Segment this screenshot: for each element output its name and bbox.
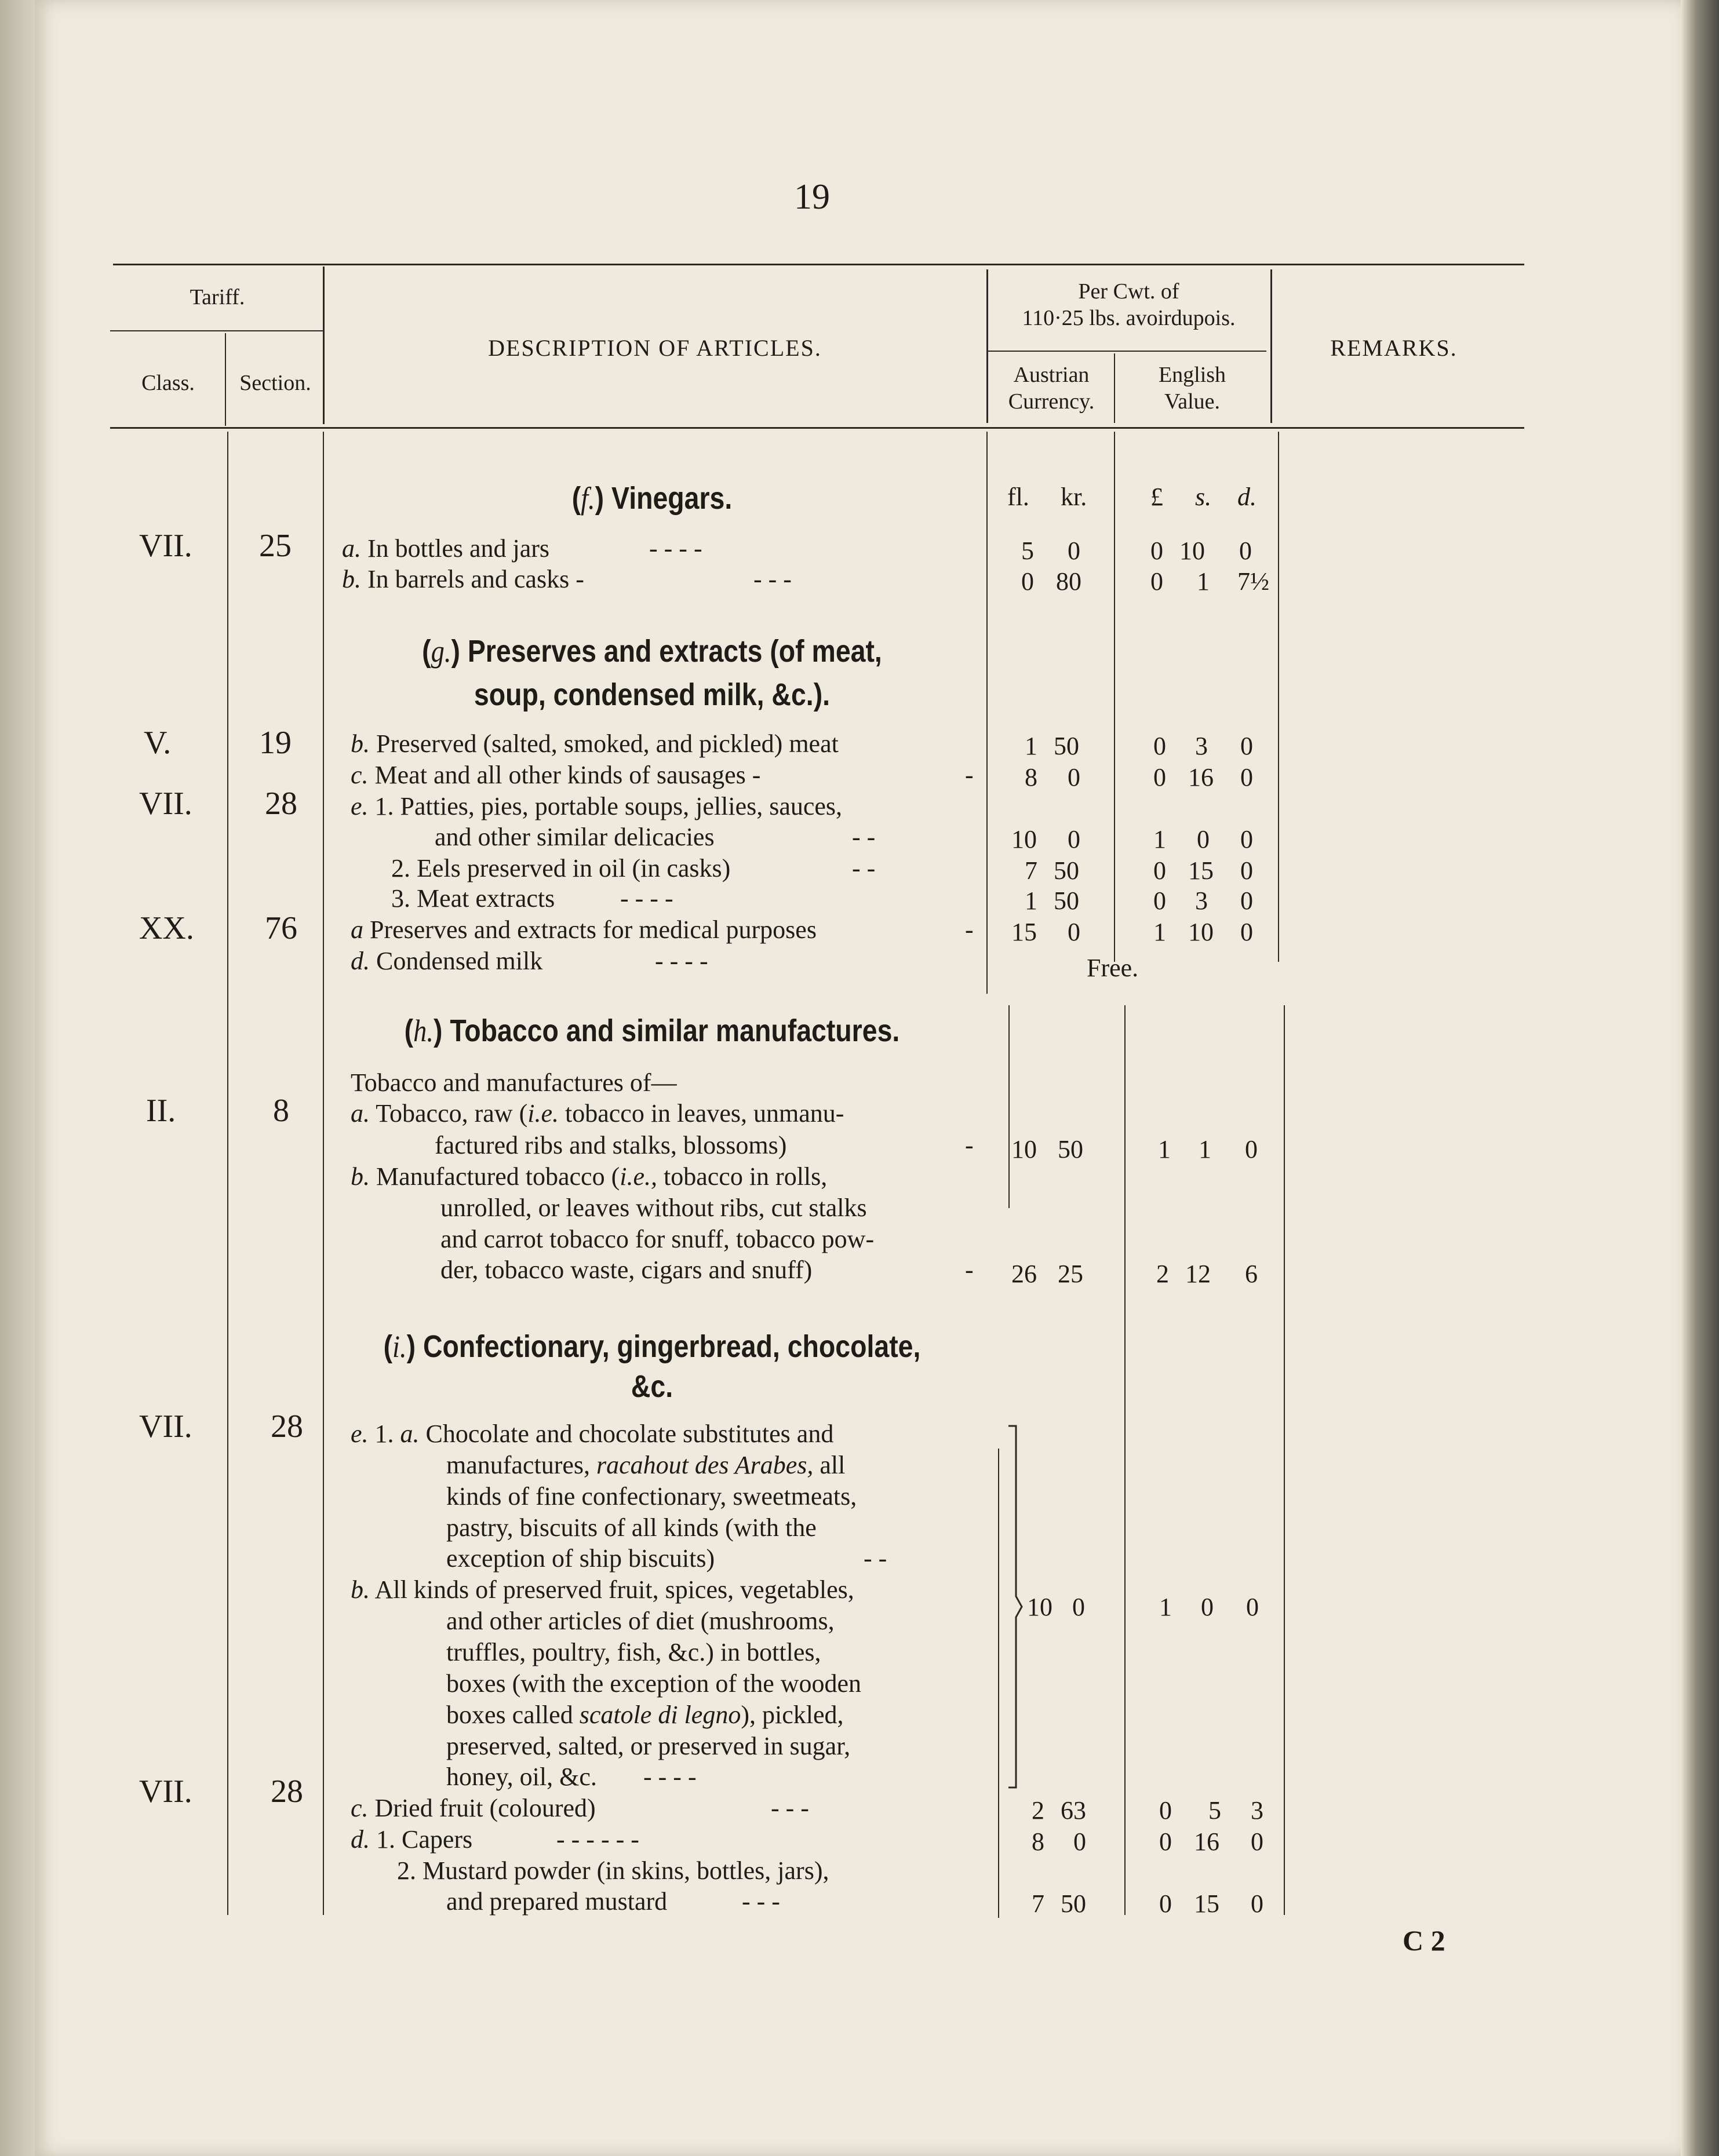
pound-value: 0: [1153, 763, 1166, 791]
row-f-b-dashes: - - -: [753, 565, 792, 593]
row-h-intro: Tobacco and manufactures of—: [351, 1068, 677, 1097]
section-heading-i-2: &c.: [631, 1369, 673, 1404]
kr-value: 0: [1072, 1593, 1085, 1621]
page-number: 19: [794, 177, 830, 217]
row-i-b3: truffles, poultry, fish, &c.) in bottles,: [446, 1638, 821, 1666]
fl-value: 7: [1025, 856, 1037, 885]
free-label: Free.: [1087, 954, 1139, 982]
shilling-value: 0: [1197, 825, 1210, 853]
column-rule: [1278, 432, 1279, 962]
row-g-b: b. Preserved (salted, smoked, and pickled) meat: [351, 729, 839, 758]
shilling-value: 3: [1195, 887, 1208, 915]
row-f-a: a. In bottles and jars: [342, 534, 550, 563]
pence-value: 0: [1251, 1889, 1263, 1918]
kr-value: 50: [1054, 887, 1079, 915]
row-i-e4: pastry, biscuits of all kinds (with the: [446, 1513, 817, 1542]
kr-value: 25: [1058, 1260, 1083, 1288]
class-cell: VII.: [139, 786, 192, 822]
kr-value: 50: [1061, 1889, 1086, 1918]
pound-value: 1: [1159, 1593, 1172, 1621]
dash-leader: - - - - - -: [556, 1825, 639, 1854]
tariff-header: Tariff.: [190, 285, 245, 309]
pound-value: 0: [1153, 887, 1166, 915]
section-heading-h: (h.) Tobacco and similar manufactures.: [404, 1013, 900, 1048]
fl-value: 15: [1011, 918, 1037, 946]
class-cell: VII.: [139, 1774, 192, 1810]
shilling-value: 10: [1188, 918, 1214, 946]
row-h-a1: a. Tobacco, raw (i.e. tobacco in leaves, unmanu-: [351, 1099, 844, 1128]
row-i-d2b: and prepared mustard: [446, 1887, 668, 1916]
shilling-value: 1: [1199, 1135, 1211, 1163]
row-h-b2: unrolled, or leaves without ribs, cut stalks: [440, 1194, 867, 1222]
fl-value: 10: [1027, 1593, 1052, 1621]
pound-value: 1: [1158, 1135, 1171, 1163]
header-top-rule: [113, 264, 1524, 265]
row-i-e3: kinds of fine confectionary, sweetmeats,: [446, 1482, 857, 1511]
row-h-b4: der, tobacco waste, cigars and snuff): [440, 1256, 813, 1284]
row-i-e1: e. 1. a. Chocolate and chocolate substitutes and: [351, 1420, 834, 1448]
dash-leader: - - -: [771, 1794, 809, 1822]
pence-value: 0: [1246, 1593, 1259, 1621]
shilling-value: 5: [1208, 1796, 1221, 1825]
class-header: Class.: [141, 371, 195, 395]
pence-value: 0: [1240, 918, 1253, 946]
unit-d: d.: [1237, 483, 1257, 511]
row-i-b7: honey, oil, &c.: [446, 1763, 597, 1791]
kr-value: 50: [1054, 856, 1079, 885]
section-cell: 28: [271, 1774, 303, 1810]
section-cell: 25: [259, 528, 292, 564]
section-cell: 8: [273, 1093, 289, 1129]
pence-value: 0: [1240, 887, 1253, 915]
kr-value: 0: [1073, 1827, 1086, 1856]
row-i-c: c. Dried fruit (coloured): [351, 1794, 596, 1822]
row-h-b1: b. Manufactured tobacco (i.e., tobacco in rolls,: [351, 1162, 828, 1191]
kr-value: 50: [1058, 1135, 1083, 1163]
fl-value: 0: [1021, 567, 1034, 596]
unit-s: s.: [1195, 483, 1212, 511]
shilling-value: 0: [1201, 1593, 1214, 1621]
dash-leader: - -: [852, 854, 876, 882]
pound-value: 0: [1159, 1796, 1172, 1825]
pence-value: 0: [1240, 732, 1253, 760]
class-cell: V.: [144, 725, 172, 761]
class-cell: VII.: [139, 1409, 192, 1444]
shilling-value: 15: [1194, 1889, 1219, 1918]
pence-value: 7½: [1237, 567, 1269, 596]
fl-value: 7: [1032, 1889, 1044, 1918]
brace-mark: [1006, 1422, 1029, 1793]
fl-value: 10: [1011, 1135, 1037, 1163]
row-g-d: d. Condensed milk: [351, 947, 543, 975]
fl-value: 8: [1025, 763, 1037, 791]
row-h-b3: and carrot tobacco for snuff, tobacco pow-: [440, 1225, 875, 1253]
row-i-b5: boxes called scatole di legno), pickled,: [446, 1701, 844, 1729]
shilling-value: 12: [1185, 1260, 1211, 1288]
section-heading-g-2: soup, condensed milk, &c.).: [474, 677, 831, 712]
row-i-b4: boxes (with the exception of the wooden: [446, 1669, 862, 1698]
section-cell: 28: [265, 786, 297, 822]
pound-value: 0: [1150, 567, 1163, 596]
dash-leader: -: [965, 1256, 974, 1284]
section-heading-f: (f.) Vinegars.: [571, 481, 733, 516]
per-cwt-rule: [988, 351, 1266, 352]
shilling-value: 3: [1195, 732, 1208, 760]
pence-value: 0: [1239, 537, 1252, 565]
pence-value: 0: [1245, 1135, 1258, 1163]
row-i-e2: manufactures, racahout des Arabes, all: [446, 1451, 846, 1479]
pence-value: 0: [1240, 825, 1253, 853]
shilling-value: 15: [1188, 856, 1214, 885]
kr-value: 63: [1061, 1796, 1086, 1825]
english-header-2: Value.: [1164, 389, 1221, 414]
page-edge: [1681, 0, 1719, 2156]
row-g-e3: 3. Meat extracts: [391, 884, 555, 913]
kr-value: 0: [1068, 825, 1080, 853]
fl-value: 1: [1025, 732, 1037, 760]
unit-fl: fl.: [1007, 483, 1029, 511]
column-rule: [1114, 432, 1115, 962]
austrian-header-1: Austrian: [1013, 363, 1090, 387]
pound-value: 0: [1159, 1827, 1172, 1856]
row-i-b2: and other articles of diet (mushrooms,: [446, 1607, 835, 1635]
pound-value: 0: [1153, 856, 1166, 885]
kr-value: 0: [1068, 918, 1080, 946]
signature-mark: C 2: [1403, 1924, 1445, 1957]
dash-leader: - - -: [742, 1887, 780, 1916]
dash-leader: - -: [864, 1544, 887, 1573]
austrian-header-2: Currency.: [1008, 389, 1095, 414]
pence-value: 0: [1240, 856, 1253, 885]
row-g-c: c. Meat and all other kinds of sausages -: [351, 761, 761, 789]
kr-value: 0: [1068, 763, 1080, 791]
section-heading-g: (g.) Preserves and extracts (of meat,: [422, 634, 882, 669]
description-header: DESCRIPTION OF ARTICLES.: [488, 335, 822, 361]
fl-value: 8: [1032, 1827, 1044, 1856]
row-f-b: b. In barrels and casks -: [342, 565, 584, 593]
pound-value: 1: [1153, 825, 1166, 853]
class-cell: II.: [146, 1093, 176, 1129]
pence-value: 6: [1245, 1260, 1258, 1288]
pound-value: 0: [1150, 537, 1163, 565]
fl-value: 26: [1011, 1260, 1037, 1288]
section-heading-i: (i.) Confectionary, gingerbread, chocolate,: [383, 1329, 921, 1364]
row-i-d2a: 2. Mustard powder (in skins, bottles, jars),: [397, 1856, 829, 1885]
fl-value: 2: [1032, 1796, 1044, 1825]
pound-value: 0: [1159, 1889, 1172, 1918]
pound-value: 0: [1153, 732, 1166, 760]
column-rule: [986, 432, 988, 994]
fl-value: 10: [1011, 825, 1037, 853]
remarks-header: REMARKS.: [1330, 335, 1458, 361]
dash-leader: -: [965, 1131, 974, 1159]
dash-leader: - - - -: [620, 884, 673, 913]
section-cell: 28: [271, 1409, 303, 1444]
row-i-b6: preserved, salted, or preserved in sugar,: [446, 1732, 851, 1760]
unit-kr: kr.: [1061, 483, 1087, 511]
column-rule: [998, 1449, 999, 1918]
pound-value: 2: [1156, 1260, 1169, 1288]
row-g-e2: 2. Eels preserved in oil (in casks): [391, 854, 731, 882]
shilling-value: 16: [1188, 763, 1214, 791]
column-rule: [1008, 1005, 1010, 1208]
per-cwt-header-1: Per Cwt. of: [1078, 279, 1179, 304]
row-f-a-dashes: - - - -: [649, 534, 702, 563]
kr-value: 50: [1054, 732, 1079, 760]
header-bottom-rule: [110, 427, 1524, 429]
class-cell: VII.: [139, 528, 192, 564]
pence-value: 3: [1251, 1796, 1263, 1825]
pence-value: 0: [1240, 763, 1253, 791]
dash-leader: -: [965, 761, 974, 789]
dash-leader: - -: [852, 823, 876, 851]
column-rule: [227, 432, 228, 1915]
kr-value: 0: [1068, 537, 1080, 565]
tariff-rule: [110, 330, 325, 331]
class-cell: XX.: [139, 910, 194, 946]
row-g-a: a Preserves and extracts for medical purposes: [351, 915, 817, 944]
per-cwt-header-2: 110·25 lbs. avoirdupois.: [1022, 306, 1236, 330]
pound-value: 1: [1153, 918, 1166, 946]
book-spine-shadow: [0, 0, 35, 2156]
section-cell: 76: [265, 910, 297, 946]
row-i-b1: b. All kinds of preserved fruit, spices, vegetables,: [351, 1575, 854, 1604]
section-header: Section.: [239, 371, 311, 395]
row-g-e1b: and other similar delicacies: [435, 823, 715, 851]
dash-leader: - - - -: [655, 947, 708, 975]
column-rule: [323, 432, 324, 1915]
shilling-value: 16: [1194, 1827, 1219, 1856]
row-h-a2: factured ribs and stalks, blossoms): [435, 1131, 787, 1159]
column-rule: [1284, 1005, 1285, 1915]
section-cell: 19: [259, 725, 292, 761]
unit-pound: £: [1150, 483, 1163, 511]
page: [35, 0, 1681, 2156]
dash-leader: - - - -: [643, 1763, 697, 1791]
shilling-value: 1: [1197, 567, 1210, 596]
dash-leader: -: [965, 915, 974, 944]
pence-value: 0: [1251, 1827, 1263, 1856]
fl-value: 5: [1021, 537, 1034, 565]
fl-value: 1: [1025, 887, 1037, 915]
shilling-value: 10: [1179, 537, 1205, 565]
english-header-1: English: [1158, 363, 1226, 387]
row-i-d1: d. 1. Capers: [351, 1825, 473, 1854]
column-rule: [1124, 1005, 1126, 1915]
kr-value: 80: [1056, 567, 1081, 596]
row-g-e1: e. 1. Patties, pies, portable soups, jellies, sauces,: [351, 792, 843, 820]
row-i-e5: exception of ship biscuits): [446, 1544, 715, 1573]
